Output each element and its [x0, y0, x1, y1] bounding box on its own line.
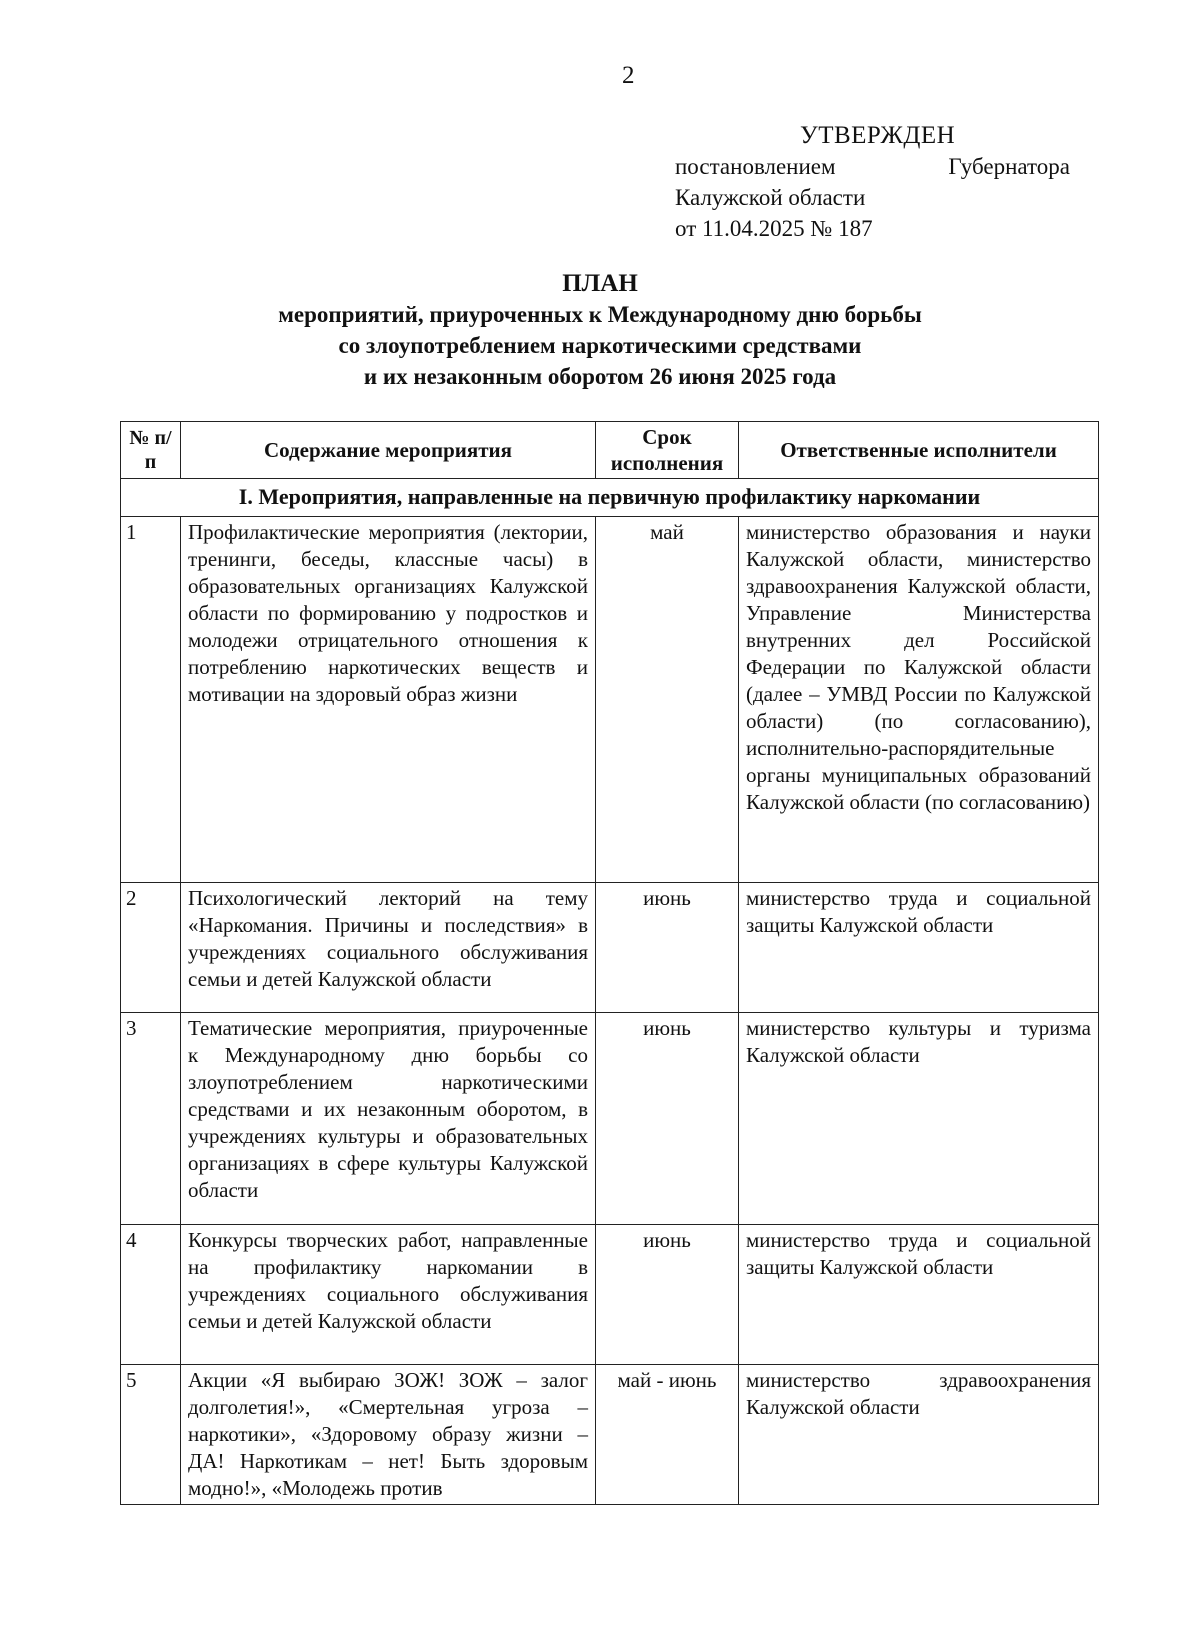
row-number: 5: [121, 1365, 181, 1505]
approval-line-1: [675, 151, 1070, 182]
row-executors: министерство образования и науки Калужской области, министерство здравоохранения Калужской области, Управление Министерства внутренних дел Российской Федерации по Калужской области (далее – УМВД России по Калужской области) (по согласованию), исполнительно-распорядительные органы муниципальных образований Калужской области (по согласованию): [739, 517, 1099, 883]
approval-heading: УТВЕРЖДЕН: [800, 122, 956, 149]
plan-subtitle-2: со злоупотреблением наркотическими средствами: [338, 333, 862, 358]
table-row: [121, 1225, 1099, 1365]
header-term: Срок исполнения: [596, 422, 739, 479]
row-term: июнь: [596, 1013, 739, 1225]
row-term: май - июнь: [596, 1365, 739, 1505]
header-content: Содержание мероприятия: [181, 422, 596, 479]
plan-subtitle-3: и их незаконным оборотом 26 июня 2025 года: [363, 364, 837, 389]
row-executors: министерство труда и социальной защиты Калужской области: [739, 883, 1099, 1013]
row-term: июнь: [596, 883, 739, 1013]
row-number: 2: [121, 883, 181, 1013]
row-content: Профилактические мероприятия (лектории, тренинги, беседы, классные часы) в образовательных организациях Калужской области по формированию у подростков и молодежи отрицательного отношения к потреблению наркотических веществ и мотивации на здоровый образ жизни: [181, 517, 596, 883]
table-row: [121, 883, 1099, 1013]
table-header-row: [121, 422, 1099, 479]
header-num: № п/п: [121, 422, 181, 479]
events-table: [120, 421, 1099, 1505]
row-number: 4: [121, 1225, 181, 1365]
row-term: май: [596, 517, 739, 883]
table-row: [121, 1365, 1099, 1505]
table-row: [121, 1013, 1099, 1225]
row-executors: министерство культуры и туризма Калужской области: [739, 1013, 1099, 1225]
approval-line-1-right: Губернатора: [948, 154, 1070, 179]
row-executors: министерство здравоохранения Калужской области: [739, 1365, 1099, 1505]
row-number: 1: [121, 517, 181, 883]
row-content: Психологический лекторий на тему «Наркомания. Причины и последствия» в учреждениях социального обслуживания семьи и детей Калужской области: [181, 883, 596, 1013]
row-content: Акции «Я выбираю ЗОЖ! ЗОЖ – залог долголетия!», «Смертельная угроза – наркотики», «Здоровому образу жизни – ДА! Наркотикам – нет! Быть здоровым модно!», «Молодежь против: [181, 1365, 596, 1505]
approval-line-2: Калужской области: [675, 185, 866, 210]
approval-line-3: от 11.04.2025 № 187: [675, 216, 873, 241]
row-executors: министерство труда и социальной защиты Калужской области: [739, 1225, 1099, 1365]
row-content: Конкурсы творческих работ, направленные на профилактику наркомании в учреждениях социального обслуживания семьи и детей Калужской области: [181, 1225, 596, 1365]
row-number: 3: [121, 1013, 181, 1225]
plan-subtitle-1: мероприятий, приуроченных к Международному дню борьбы: [278, 302, 922, 327]
table-row: [121, 517, 1099, 883]
plan-title: ПЛАН: [562, 270, 638, 297]
header-executors: Ответственные исполнители: [739, 422, 1099, 479]
section-title: I. Мероприятия, направленные на первичную профилактику наркомании: [121, 479, 1099, 517]
row-content: Тематические мероприятия, приуроченные к Международному дню борьбы со злоупотреблением наркотическими средствами и их незаконным оборотом, в учреждениях культуры и образовательных организациях в сфере культуры Калужской области: [181, 1013, 596, 1225]
section-row: [121, 479, 1099, 517]
approval-line-1-left: постановлением: [675, 154, 836, 179]
page-number: 2: [622, 62, 635, 89]
row-term: июнь: [596, 1225, 739, 1365]
plan-title-block: [0, 268, 1200, 392]
approval-stamp: [675, 120, 1075, 244]
